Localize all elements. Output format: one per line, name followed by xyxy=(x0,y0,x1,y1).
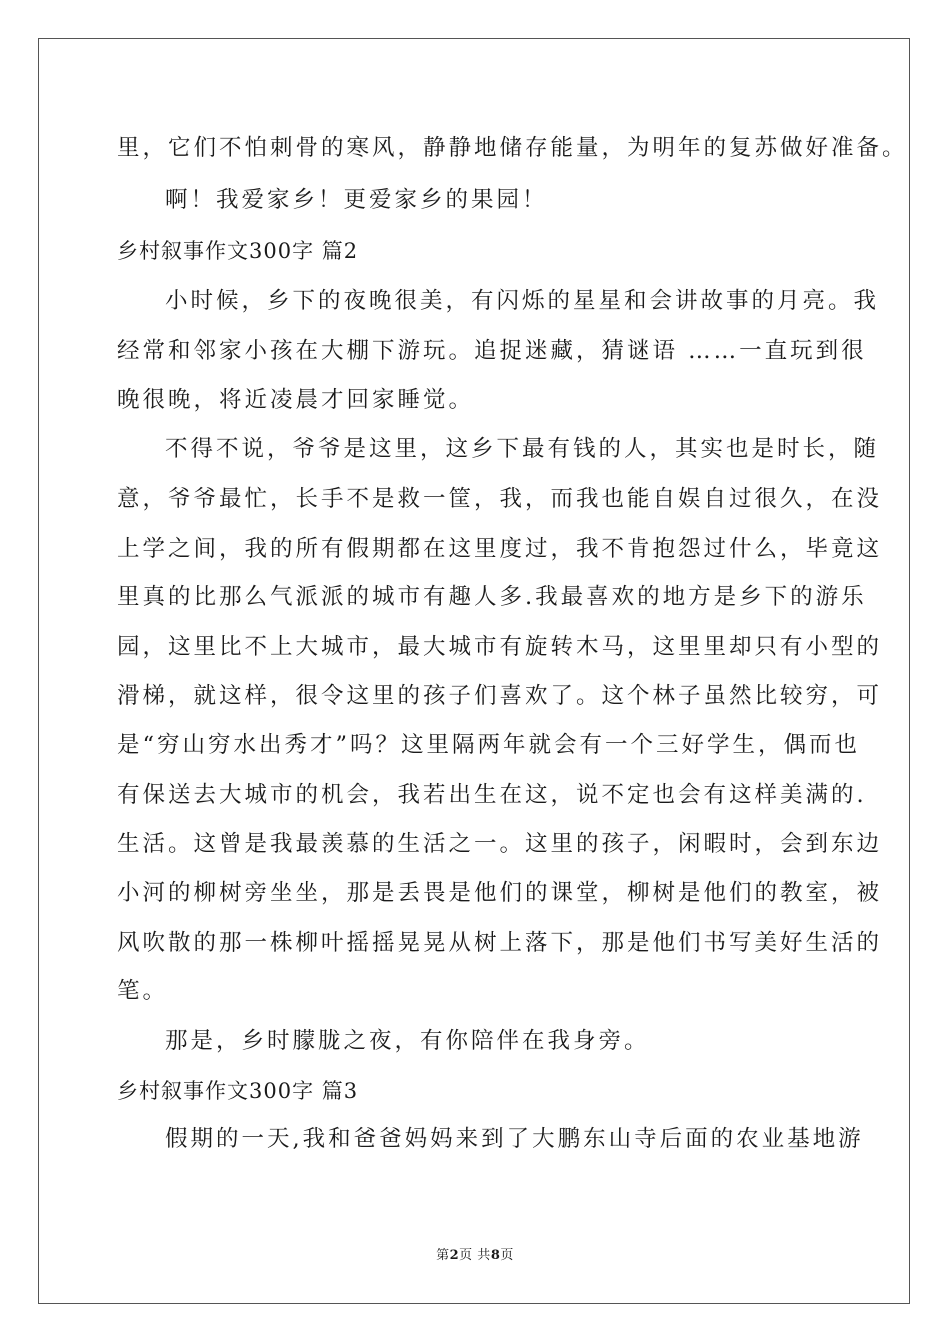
paragraph-line: 有保送去大城市的机会，我若出生在这，说不定也会有这样美满的. xyxy=(117,782,867,808)
section-heading-2: 乡村叙事作文300字 篇2 xyxy=(117,239,359,263)
paragraph-line: 里，它们不怕刺骨的寒风，静静地储存能量，为明年的复苏做好准备。 xyxy=(117,135,908,161)
paragraph-line: 笔。 xyxy=(117,978,169,1004)
paragraph-line: 滑梯，就这样，很令这里的孩子们喜欢了。这个林子虽然比较穷，可 xyxy=(117,683,883,709)
paragraph-line: 小时候，乡下的夜晚很美，有闪烁的星星和会讲故事的月亮。我 xyxy=(165,288,880,314)
footer-suffix: 页 xyxy=(500,1248,514,1263)
paragraph-line: 不得不说，爷爷是这里，这乡下最有钱的人，其实也是时长，随 xyxy=(165,436,880,462)
footer-prefix: 第 xyxy=(436,1248,450,1263)
paragraph-line: 生活。这曾是我最羡慕的生活之一。这里的孩子，闲暇时，会到东边 xyxy=(117,831,883,857)
paragraph-line: 那是，乡时朦胧之夜，有你陪伴在我身旁。 xyxy=(165,1028,650,1054)
paragraph-line: 小河的柳树旁坐坐，那是丢畏是他们的课堂，柳树是他们的教室，被 xyxy=(117,880,883,906)
total-pages-number: 8 xyxy=(490,1248,501,1263)
paragraph-line: 是“穷山穷水出秀才”吗？这里隔两年就会有一个三好学生，偶而也 xyxy=(117,732,861,758)
paragraph-line: 假期的一天,我和爸爸妈妈来到了大鹏东山寺后面的农业基地游 xyxy=(165,1126,864,1152)
paragraph-line: 风吹散的那一株柳叶摇摇晃晃从树上落下，那是他们书写美好生活的 xyxy=(117,930,883,956)
section-heading-3: 乡村叙事作文300字 篇3 xyxy=(117,1079,359,1103)
paragraph-line: 上学之间，我的所有假期都在这里度过，我不肯抱怨过什么，毕竟这 xyxy=(117,536,883,562)
footer-middle: 页 共 xyxy=(459,1248,491,1263)
paragraph-line: 晚很晚，将近凌晨才回家睡觉。 xyxy=(117,387,475,413)
paragraph-line: 经常和邻家小孩在大棚下游玩。追捉迷藏，猜谜语 ……一直玩到很 xyxy=(117,338,867,364)
paragraph-line: 园，这里比不上大城市，最大城市有旋转木马，这里里却只有小型的 xyxy=(117,634,883,660)
paragraph-line: 意，爷爷最忙，长手不是救一筐，我，而我也能自娱自过很久，在没 xyxy=(117,486,883,512)
current-page-number: 2 xyxy=(449,1248,460,1263)
page-border xyxy=(38,38,910,1304)
page-footer xyxy=(0,1248,950,1264)
paragraph-line: 里真的比那么气派派的城市有趣人多.我最喜欢的地方是乡下的游乐 xyxy=(117,584,867,610)
paragraph-line: 啊！我爱家乡！更爱家乡的果园！ xyxy=(165,187,548,213)
